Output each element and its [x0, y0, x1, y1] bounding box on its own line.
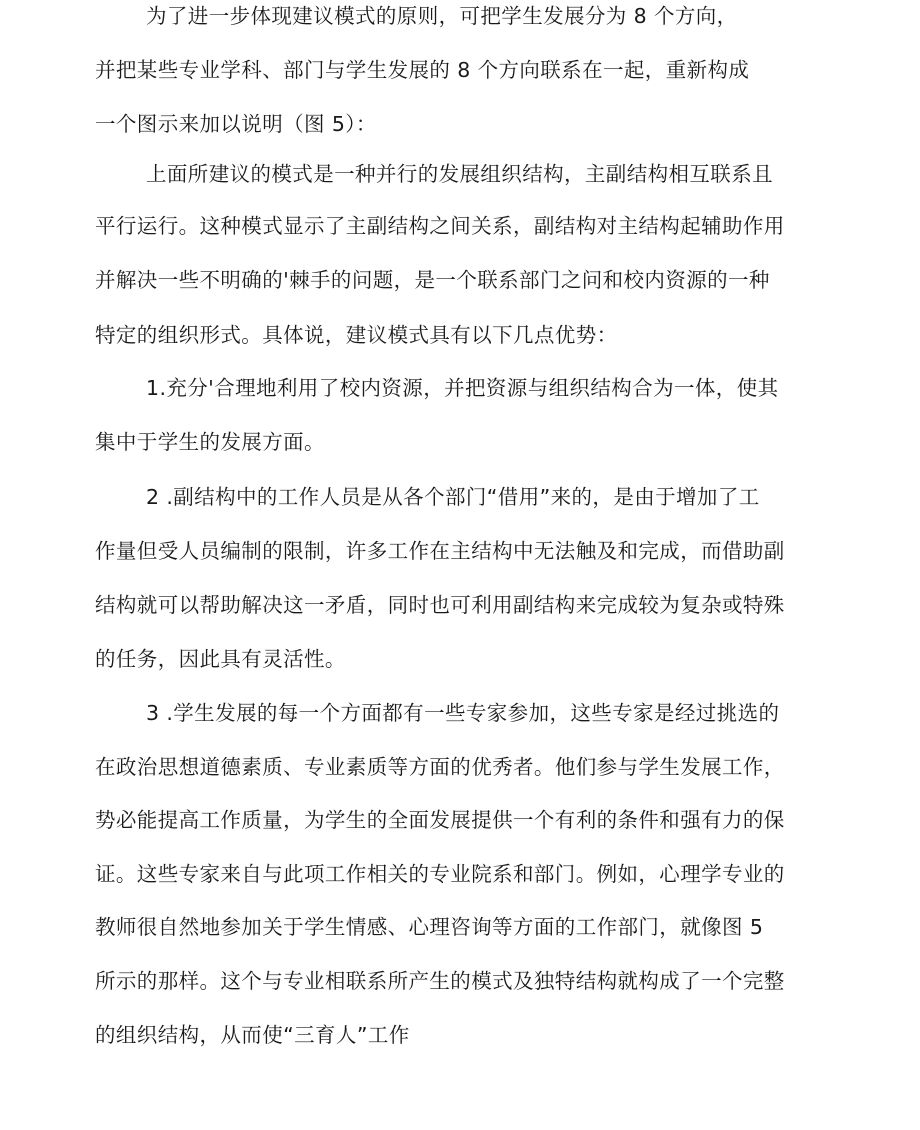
paragraph-line: 2 .副结构中的工作人员是从各个部门“借用”来的，是由于增加了工: [146, 485, 760, 509]
paragraph-line: 为了进一步体现建议模式的原则，可把学生发展分为 8 个方向，: [146, 4, 738, 28]
paragraph-line: 证。这些专家来自与此项工作相关的专业院系和部门。例如，心理学专业的: [95, 862, 785, 886]
paragraph-line: 一个图示来加以说明（图 5）：: [95, 112, 377, 136]
paragraph-line: 平行运行。这种模式显示了主副结构之间关系，副结构对主结构起辅助作用: [95, 214, 785, 238]
paragraph-line: 所示的那样。这个与专业相联系所产生的模式及独特结构就构成了一个完整: [95, 969, 785, 993]
paragraph-line: 教师很自然地参加关于学生情感、心理咨询等方面的工作部门，就像图 5: [95, 915, 764, 939]
paragraph-line: 上面所建议的模式是一种并行的发展组织结构，主副结构相互联系且: [146, 162, 773, 186]
paragraph-line: 并解决一些不明确的'棘手的问题，是一个联系部门之问和校内资源的一种: [95, 268, 770, 292]
paragraph-line: 1.充分'合理地利用了校内资源，并把资源与组织结构合为一体，使其: [146, 376, 779, 400]
paragraph-line: 在政治思想道德素质、专业素质等方面的优秀者。他们参与学生发展工作，: [95, 755, 785, 779]
paragraph-line: 的任务，因此具有灵活性。: [95, 647, 346, 671]
paragraph-line: 的组织结构，从而使“三育人”工作: [95, 1023, 410, 1047]
paragraph-line: 势必能提高工作质量，为学生的全面发展提供一个有利的条件和强有力的保: [95, 808, 785, 832]
paragraph-line: 并把某些专业学科、部门与学生发展的 8 个方向联系在一起，重新构成: [95, 58, 750, 82]
paragraph-line: 结构就可以帮助解决这一矛盾，同时也可利用副结构来完成较为复杂或特殊: [95, 593, 785, 617]
paragraph-line: 特定的组织形式。具体说，建议模式具有以下几点优势：: [95, 323, 618, 347]
paragraph-line: 集中于学生的发展方面。: [95, 430, 325, 454]
paragraph-line: 作量但受人员编制的限制，许多工作在主结构中无法触及和完成，而借助副: [95, 539, 785, 563]
paragraph-line: 3 .学生发展的每一个方面都有一些专家参加，这些专家是经过挑选的: [146, 701, 780, 725]
